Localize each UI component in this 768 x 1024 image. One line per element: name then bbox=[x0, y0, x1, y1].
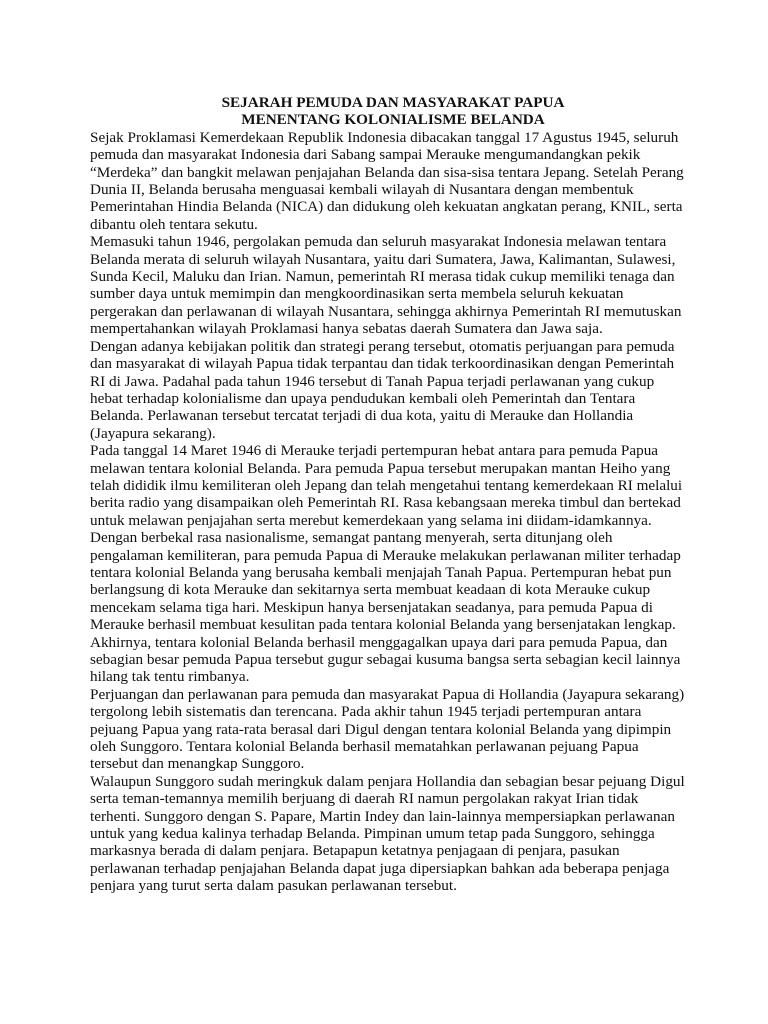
paragraph: Dengan berbekal rasa nasionalisme, semangat pantang menyerah, serta ditunjang oleh pengalaman kemiliteran, para pemuda Papua di Merauke melakukan perlawanan militer terhadap tentara kolonial Belanda yang berusaha kembali menjajah Tanah Papua. Pertempuran hebat pun berlangsung di kota Merauke dan sekitarnya serta membuat keadaan di kota Merauke cukup mencekam selama tiga hari. Meskipun hanya bersenjatakan seadanya, para pemuda Papua di Merauke berhasil membuat kesulitan pada tentara kolonial Belanda yang bersenjatakan lengkap. Akhirnya, tentara kolonial Belanda berhasil menggagalkan upaya dari para pemuda Papua, dan sebagian besar pemuda Papua tersebut gugur sebagai kusuma bangsa serta sebagian kecil lainnya hilang tak tentu rimbanya. bbox=[90, 529, 685, 686]
paragraph: Dengan adanya kebijakan politik dan strategi perang tersebut, otomatis perjuangan para pemuda dan masyarakat di wilayah Papua tidak terpantau dan tidak terkoordinasikan dengan Pemerintah RI di Jawa. Padahal pada tahun 1946 tersebut di Tanah Papua terjadi perlawanan yang cukup hebat terhadap kolonialisme dan upaya pendudukan kembali oleh Pemerintah dan Tentara Belanda. Perlawanan tersebut tercatat terjadi di dua kota, yaitu di Merauke dan Hollandia (Jayapura sekarang). bbox=[90, 337, 679, 442]
paragraph: Sejak Proklamasi Kemerdekaan Republik Indonesia dibacakan tanggal 17 Agustus 1945, seluruh pemuda dan masyarakat Indonesia dari Sabang sampai Merauke mengumandangkan pekik “Merdeka” dan bangkit melawan penjajahan Belanda dan sisa-sisa tentara Jepang. Setelah Perang Dunia II, Belanda berusaha menguasai kembali wilayah di Nusantara dengan membentuk Pemerintahan Hindia Belanda (NICA) dan didukung oleh kekuatan angkatan perang, KNIL, serta dibantu oleh tentara sekutu. bbox=[90, 128, 688, 233]
title-line-1: SEJARAH PEMUDA DAN MASYARAKAT PAPUA bbox=[221, 94, 565, 111]
document-title bbox=[90, 94, 688, 129]
paragraph: Walaupun Sunggoro sudah meringkuk dalam penjara Hollandia dan sebagian besar pejuang Digul serta teman-temannya memilih berjuang di daerah RI namun pergolakan rakyat Irian tidak terhenti. Sunggoro dengan S. Papare, Martin Indey dan lain-lainnya mempersiapkan perlawanan untuk yang kedua kalinya terhadap Belanda. Pimpinan umum tetap pada Sunggoro, sehingga markasnya berada di dalam penjara. Betapapun ketatnya penjagaan di penjara, pasukan perlawanan terhadap penjajahan Belanda dapat juga dipersiapkan bahkan ada beberapa penjaga penjara yang turut serta dalam pasukan perlawanan tersebut. bbox=[90, 772, 689, 895]
document-body bbox=[90, 129, 688, 895]
paragraph: Perjuangan dan perlawanan para pemuda dan masyarakat Papua di Hollandia (Jayapura sekarang) tergolong lebih sistematis dan terencana. Pada akhir tahun 1945 terjadi pertempuran antara pejuang Papua yang rata-rata berasal dari Digul dengan tentara kolonial Belanda yang dipimpin oleh Sunggoro. Tentara kolonial Belanda berhasil mematahkan perlawanan pejuang Papua tersebut dan menangkap Sunggoro. bbox=[90, 685, 688, 773]
title-line-2: MENENTANG KOLONIALISME BELANDA bbox=[241, 111, 545, 129]
paragraph: Pada tanggal 14 Maret 1946 di Merauke terjadi pertempuran hebat antara para pemuda Papua melawan tentara kolonial Belanda. Para pemuda Papua tersebut merupakan mantan Heiho yang telah dididik ilmu kemiliteran oleh Jepang dan telah mengetahui tentang kemerdekaan RI melalui berita radio yang disampaikan oleh Pemerintah RI. Rasa kebangsaan mereka timbul dan bertekad untuk melawan penjajahan serta merebut kemerdekaan yang selama ini diidam-idamkannya. bbox=[90, 442, 686, 529]
paragraph: Memasuki tahun 1946, pergolakan pemuda dan seluruh masyarakat Indonesia melawan tentara Belanda merata di seluruh wilayah Nusantara, yaitu dari Sumatera, Jawa, Kalimantan, Sulawesi, Sunda Kecil, Maluku dan Irian. Namun, pemerintah RI merasa tidak cukup memiliki tenaga dan sumber daya untuk memimpin dan mengkoordinasikan serta membela seluruh kekuatan pergerakan dan perlawanan di wilayah Nusantara, sehingga akhirnya Pemerintah RI memutuskan mempertahankan wilayah Proklamasi hanya sebatas daerah Sumatera dan Jawa saja. bbox=[90, 233, 686, 338]
